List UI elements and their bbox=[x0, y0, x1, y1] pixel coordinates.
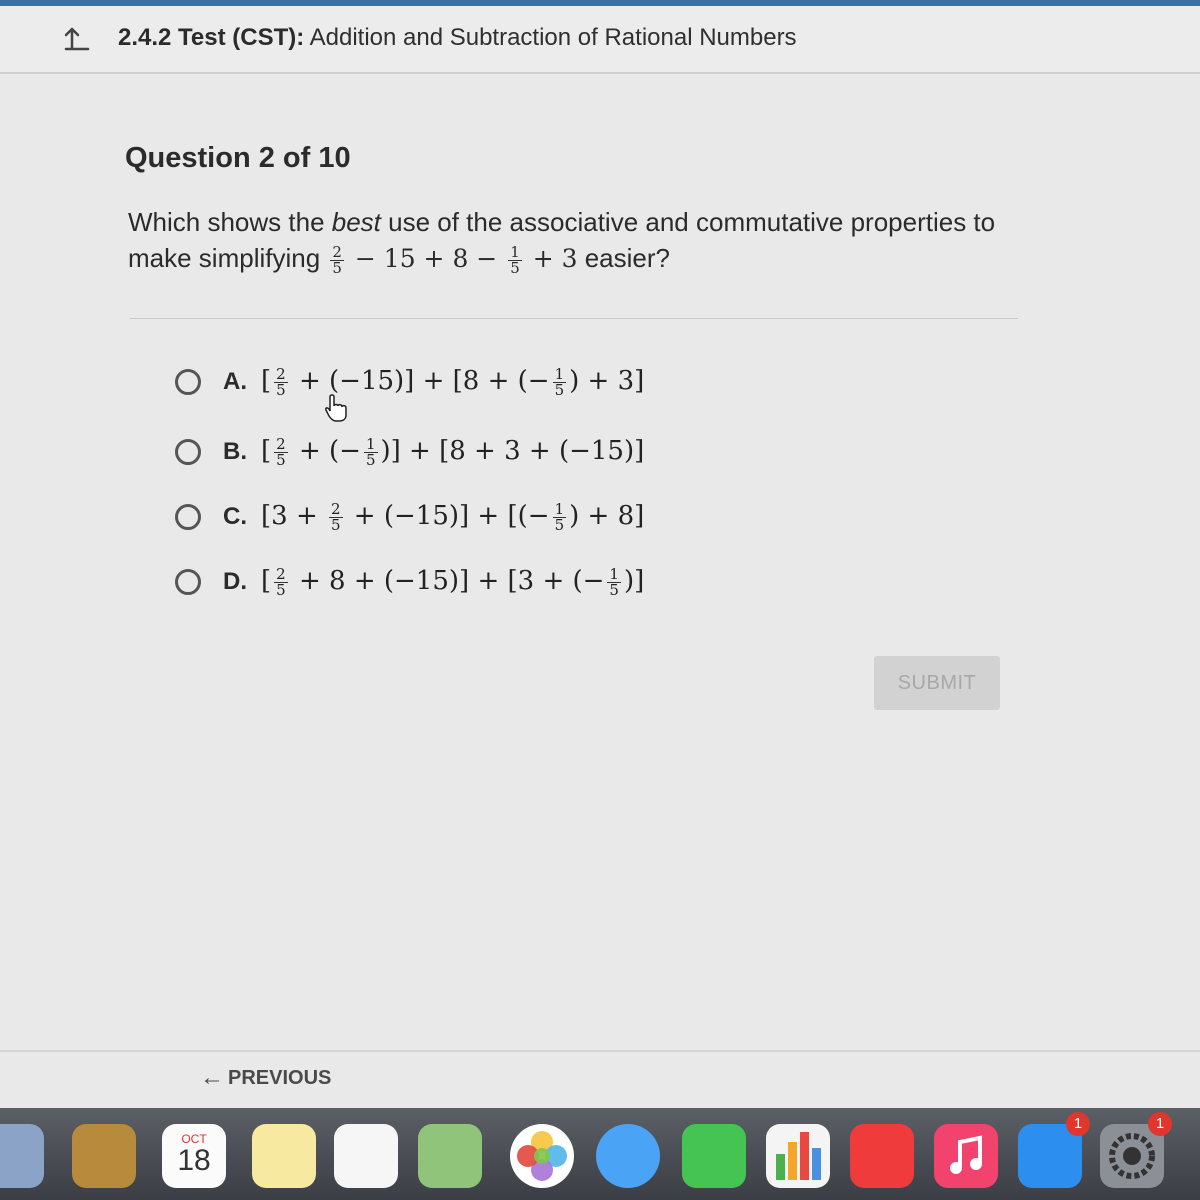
option-expression: [ $\frac{2}{5}$ + (−15)] + [8 + (− $\frac{1}{5}$ ) + 3] bbox=[261, 364, 645, 399]
hand-cursor-icon bbox=[322, 393, 352, 423]
footer-divider bbox=[0, 1050, 1200, 1052]
option-letter: A. bbox=[223, 368, 247, 395]
test-name: Addition and Subtraction of Rational Numbers bbox=[309, 24, 797, 51]
option-letter: C. bbox=[223, 503, 247, 530]
mail-stamp-app-icon[interactable] bbox=[0, 1124, 44, 1188]
back-arrow-icon[interactable] bbox=[62, 22, 92, 52]
question-text: Which shows the best use of the associative and commutative properties to make simplifying $\frac{2}{5}$ − 15 + 8 − $\frac{1}{5}$ + 3 easier? bbox=[128, 207, 996, 277]
option-letter: D. bbox=[223, 568, 247, 595]
previous-label: PREVIOUS bbox=[228, 1066, 332, 1089]
question-number: Question 2 of 10 bbox=[125, 142, 351, 174]
calendar-app-icon[interactable] bbox=[162, 1124, 226, 1188]
app-store-app-icon[interactable] bbox=[1018, 1115, 1083, 1188]
question-divider bbox=[130, 318, 1018, 319]
previous-button[interactable] bbox=[200, 1064, 331, 1092]
left-arrow-icon: ← bbox=[200, 1064, 224, 1091]
music-note-icon bbox=[934, 1124, 998, 1188]
macos-dock bbox=[0, 1108, 1200, 1200]
calendar-day: 18 bbox=[177, 1144, 211, 1177]
top-bar bbox=[0, 0, 1200, 74]
photos-pinwheel-icon bbox=[510, 1124, 574, 1188]
messages-app-icon[interactable] bbox=[596, 1124, 660, 1188]
contacts-app-icon[interactable] bbox=[72, 1124, 136, 1188]
option-c[interactable] bbox=[175, 497, 644, 537]
music-app-icon[interactable] bbox=[934, 1124, 998, 1188]
app-store-badge: 1 bbox=[1066, 1112, 1090, 1136]
maps-app-icon[interactable] bbox=[418, 1124, 482, 1188]
test-code: 2.4.2 Test (CST): bbox=[118, 24, 305, 51]
question-expression: $\frac{2}{5}$ − 15 + 8 − $\frac{1}{5}$ + 3 bbox=[332, 243, 578, 277]
option-expression: [3 + $\frac{2}{5}$ + (−15)] + [(− $\frac{1}{5}$ ) + 8] bbox=[261, 499, 645, 534]
radio-button[interactable] bbox=[175, 369, 201, 395]
submit-button[interactable]: SUBMIT bbox=[874, 656, 1000, 710]
facetime-app-icon[interactable] bbox=[682, 1124, 746, 1188]
news-app-icon[interactable] bbox=[850, 1124, 914, 1188]
reminders-app-icon[interactable] bbox=[334, 1124, 398, 1188]
numbers-app-icon[interactable] bbox=[766, 1124, 830, 1188]
settings-badge: 1 bbox=[1148, 1112, 1172, 1136]
radio-button[interactable] bbox=[175, 439, 201, 465]
emphasis-word: best bbox=[331, 207, 381, 237]
calendar-month: OCT bbox=[181, 1132, 207, 1146]
photos-app-icon[interactable] bbox=[510, 1124, 574, 1188]
option-letter: B. bbox=[223, 438, 247, 465]
bar-chart-icon bbox=[766, 1124, 830, 1188]
radio-button[interactable] bbox=[175, 504, 201, 530]
option-a[interactable] bbox=[175, 362, 644, 402]
radio-button[interactable] bbox=[175, 569, 201, 595]
system-preferences-app-icon[interactable] bbox=[1100, 1115, 1165, 1188]
option-b[interactable] bbox=[175, 432, 644, 472]
option-expression: [ $\frac{2}{5}$ + (− $\frac{1}{5}$ )] + [8 + 3 + (−15)] bbox=[261, 434, 645, 469]
test-title bbox=[118, 24, 797, 52]
option-d[interactable] bbox=[175, 562, 644, 602]
notes-app-icon[interactable] bbox=[252, 1124, 316, 1188]
top-accent-strip bbox=[0, 0, 1200, 6]
option-expression: [ $\frac{2}{5}$ + 8 + (−15)] + [3 + (− $\frac{1}{5}$ )] bbox=[261, 564, 645, 599]
